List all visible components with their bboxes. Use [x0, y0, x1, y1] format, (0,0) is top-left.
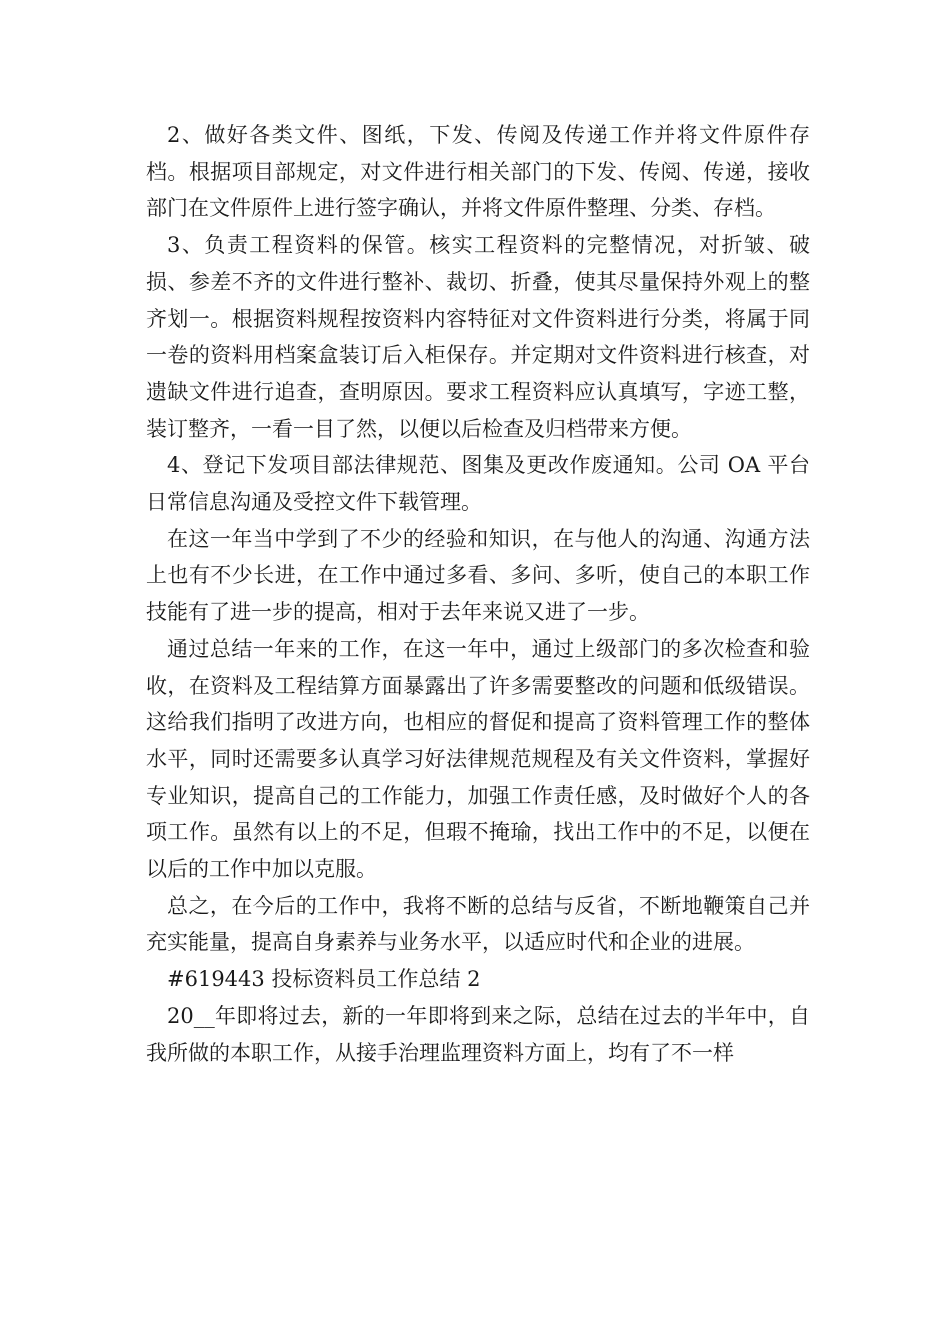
paragraph-item-2: 2、做好各类文件、图纸，下发、传阅及传递工作并将文件原件存档。根据项目部规定，对文件进行相关部门的下发、传阅、传递，接收部门在文件原件上进行签字确认，并将文件原件整理、分类、存档。	[146, 123, 810, 221]
paragraph-conclusion: 总之，在今后的工作中，我将不断的总结与反省，不断地鞭策自己并充实能量，提高自身素养与业务水平，以适应时代和企业的进展。	[146, 893, 810, 955]
paragraph-summary: 通过总结一年来的工作，在这一年中，通过上级部门的多次检查和验收，在资料及工程结算方面暴露出了许多需要整改的问题和低级错误。这给我们指明了改进方向，也相应的督促和提高了资料管理工作的整体水平，同时还需要多认真学习好法律规范规程及有关文件资料，掌握好专业知识，提高自己的工作能力，加强工作责任感，及时做好个人的各项工作。虽然有以上的不足，但瑕不掩瑜，找出工作中的不足，以便在以后的工作中加以克服。	[146, 636, 810, 882]
paragraph-item-4: 4、登记下发项目部法律规范、图集及更改作废通知。公司 OA 平台日常信息沟通及受控文件下载管理。	[146, 453, 810, 515]
paragraph-experience: 在这一年当中学到了不少的经验和知识，在与他人的沟通、沟通方法上也有不少长进，在工作中通过多看、多问、多听，使自己的本职工作技能有了进一步的提高，相对于去年来说又进了一步。	[146, 526, 810, 625]
paragraph-item-3: 3、负责工程资料的保管。核实工程资料的完整情况，对折皱、破损、参差不齐的文件进行整补、裁切、折叠，使其尽量保持外观上的整齐划一。根据资料规程按资料内容特征对文件资料进行分类，将属于同一卷的资料用档案盒装订后入柜保存。并定期对文件资料进行核查，对遗缺文件进行追查，查明原因。要求工程资料应认真填写，字迹工整，装订整齐，一看一目了然，以便以后检查及归档带来方便。	[146, 233, 810, 441]
document-body	[146, 117, 810, 1071]
paragraph-section-2-intro: 20__年即将过去，新的一年即将到来之际，总结在过去的半年中，自我所做的本职工作，从接手治理监理资料方面上，均有了不一样	[146, 1003, 810, 1065]
section-heading: #619443 投标资料员工作总结 2	[167, 967, 481, 992]
